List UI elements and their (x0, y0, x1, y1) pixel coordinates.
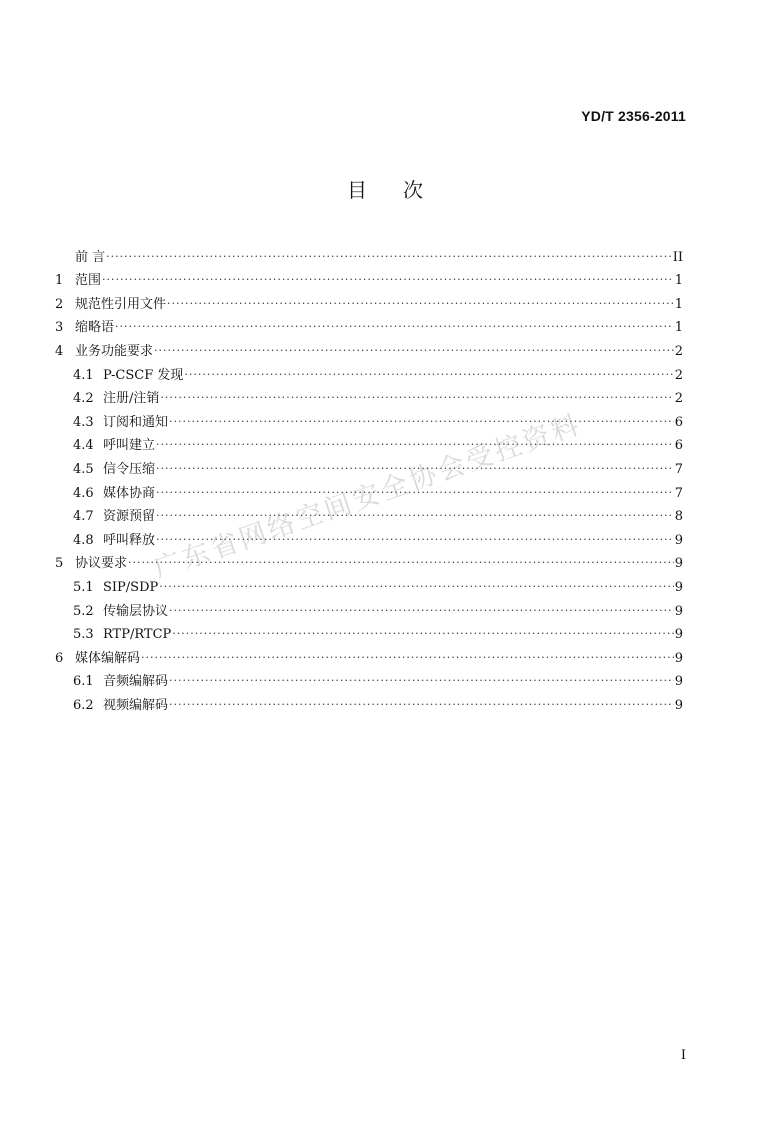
toc-dot-leader (160, 391, 673, 405)
toc-entry-title: 传输层协议 (103, 603, 169, 619)
toc-entry-title: 注册/注销 (103, 391, 160, 407)
toc-entry-page: 1 (674, 320, 683, 336)
toc-entry-title: 业务功能要求 (75, 343, 154, 359)
toc-entry-page: 9 (674, 697, 683, 713)
toc-entry-page: 9 (674, 674, 683, 690)
toc-entry-title: SIP/SDP (103, 579, 159, 595)
toc-dot-leader (156, 509, 674, 523)
toc-entry-title: 协议要求 (75, 556, 128, 572)
toc-entry[interactable] (55, 384, 683, 408)
table-of-contents (55, 242, 683, 714)
toc-entry-number: 4.7 (73, 509, 94, 525)
toc-dot-leader (156, 533, 674, 547)
toc-entry-title: RTP/RTCP (103, 627, 172, 643)
toc-entry-page: 9 (674, 627, 683, 643)
toc-entry-number: 5 (55, 556, 64, 572)
toc-entry[interactable] (55, 454, 683, 478)
toc-entry[interactable] (55, 266, 683, 290)
document-code: YD/T 2356-2011 (581, 108, 686, 124)
toc-dot-leader (172, 627, 673, 641)
toc-entry-page: 6 (674, 414, 683, 430)
toc-entry-page: 7 (674, 485, 683, 501)
toc-dot-leader (169, 698, 674, 712)
toc-entry-number: 4.2 (73, 391, 94, 407)
toc-entry[interactable] (55, 502, 683, 526)
toc-entry[interactable] (55, 360, 683, 384)
toc-dot-leader (102, 273, 674, 287)
toc-entry-title: 规范性引用文件 (75, 296, 167, 312)
toc-entry-number: 5.2 (73, 603, 94, 619)
toc-entry[interactable] (55, 289, 683, 313)
toc-dot-leader (159, 580, 673, 594)
toc-entry-number: 4.5 (73, 461, 94, 477)
toc-entry[interactable] (55, 242, 683, 266)
toc-entry-number: 4.1 (73, 367, 94, 383)
toc-entry-number: 1 (55, 273, 64, 289)
toc-entry[interactable] (55, 478, 683, 502)
toc-entry-number: 5.3 (73, 627, 94, 643)
toc-entry-title: 资源预留 (103, 509, 156, 525)
toc-entry-title: 订阅和通知 (103, 414, 169, 430)
toc-entry-title: 媒体协商 (103, 485, 156, 501)
toc-entry-number: 4 (55, 343, 64, 359)
toc-entry-title: 音频编解码 (103, 674, 169, 690)
toc-dot-leader (156, 438, 674, 452)
toc-entry[interactable] (55, 336, 683, 360)
toc-entry[interactable] (55, 549, 683, 573)
toc-dot-leader (156, 486, 674, 500)
toc-entry-number: 4.4 (73, 438, 94, 454)
toc-entry-page: 7 (674, 461, 683, 477)
toc-dot-leader (156, 462, 674, 476)
toc-entry-title: 范围 (75, 273, 102, 289)
toc-entry[interactable] (55, 313, 683, 337)
toc-entry[interactable] (55, 596, 683, 620)
toc-entry-number: 5.1 (73, 579, 94, 595)
toc-entry-page: 9 (674, 603, 683, 619)
toc-entry[interactable] (55, 407, 683, 431)
toc-entry-number: 6.2 (73, 697, 94, 713)
toc-dot-leader (106, 250, 672, 264)
toc-entry-page: 2 (674, 343, 683, 359)
toc-entry-page: 9 (674, 532, 683, 548)
toc-entry-page: 2 (674, 367, 683, 383)
toc-entry[interactable] (55, 525, 683, 549)
toc-entry-number: 4.8 (73, 532, 94, 548)
toc-entry-number: 4.6 (73, 485, 94, 501)
toc-dot-leader (115, 320, 674, 334)
toc-dot-leader (128, 556, 674, 570)
toc-entry-page: 9 (674, 556, 683, 572)
toc-dot-leader (169, 674, 674, 688)
toc-dot-leader (141, 651, 674, 665)
toc-entry-page: 9 (674, 650, 683, 666)
toc-entry-page: 2 (674, 391, 683, 407)
toc-entry[interactable] (55, 431, 683, 455)
toc-entry-page: 1 (674, 296, 683, 312)
toc-entry-title: 缩略语 (75, 320, 115, 336)
page-title: 目次 (347, 178, 459, 202)
toc-entry-page: 1 (674, 273, 683, 289)
watermark: 广东省网络空间安全协会受控资料 (149, 409, 586, 585)
toc-entry-number: 4.3 (73, 414, 94, 430)
page-number: I (680, 1048, 686, 1063)
toc-entry-title: 信令压缩 (103, 461, 156, 477)
toc-entry[interactable] (55, 667, 683, 691)
toc-entry-title: P-CSCF 发现 (103, 367, 184, 383)
toc-entry-page: 6 (674, 438, 683, 454)
toc-entry-title: 前 言 (75, 249, 106, 265)
toc-entry-page: 8 (674, 509, 683, 525)
toc-dot-leader (154, 344, 674, 358)
toc-entry[interactable] (55, 643, 683, 667)
toc-entry[interactable] (55, 572, 683, 596)
toc-entry-number: 2 (55, 296, 64, 312)
toc-entry-page: 9 (674, 579, 683, 595)
toc-entry-number: 3 (55, 320, 64, 336)
toc-entry-number: 6 (55, 650, 64, 666)
toc-entry-title: 媒体编解码 (75, 650, 141, 666)
toc-entry-title: 呼叫释放 (103, 532, 156, 548)
toc-entry[interactable] (55, 620, 683, 644)
toc-dot-leader (169, 604, 674, 618)
toc-dot-leader (167, 297, 674, 311)
toc-entry[interactable] (55, 690, 683, 714)
toc-entry-title: 呼叫建立 (103, 438, 156, 454)
toc-entry-title: 视频编解码 (103, 697, 169, 713)
toc-dot-leader (169, 415, 674, 429)
toc-entry-number: 6.1 (73, 674, 94, 690)
toc-entry-page: II (672, 249, 683, 265)
toc-dot-leader (184, 368, 673, 382)
